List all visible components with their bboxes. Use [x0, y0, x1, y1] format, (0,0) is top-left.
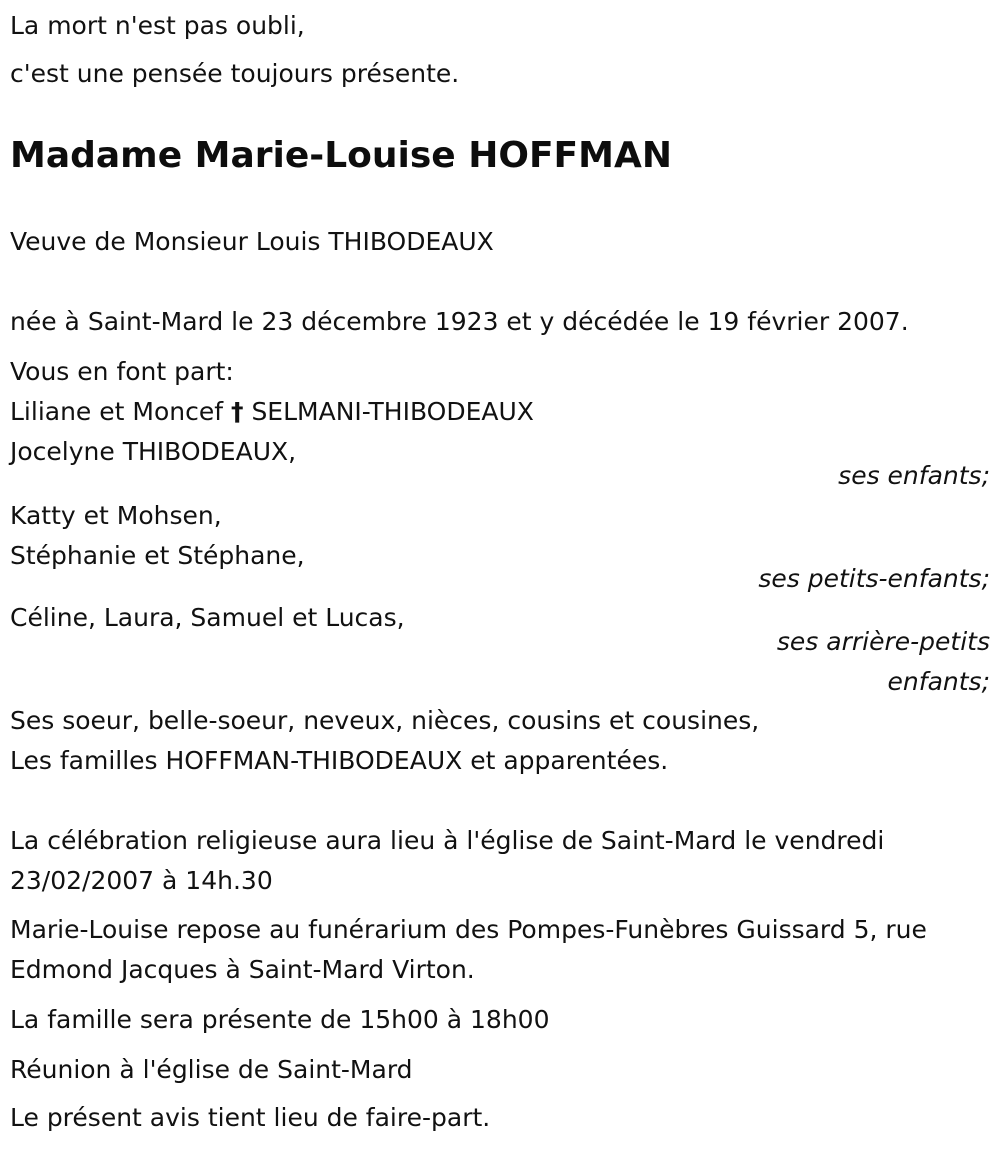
- epigraph-line-1: La mort n'est pas oubli,: [10, 11, 305, 40]
- children-names: Liliane et Moncef: [10, 397, 224, 426]
- announce-intro: Vous en font part:: [10, 357, 234, 386]
- great-grandchildren-role-1: ses arrière-petits: [776, 627, 990, 656]
- epigraph-line-2: c'est une pensée toujours présente.: [10, 59, 460, 88]
- children-line-1: [10, 392, 534, 432]
- grandchildren-role: ses petits-enfants;: [758, 564, 990, 593]
- rests-line-1: Marie-Louise repose au funérarium des Pompes-Funèbres Guissard 5, rue: [10, 915, 927, 944]
- grandchildren-line-2: Stéphanie et Stéphane,: [10, 541, 305, 570]
- family-presence: La famille sera présente de 15h00 à 18h00: [10, 1005, 550, 1034]
- notice-statement: Le présent avis tient lieu de faire-part.: [10, 1103, 491, 1132]
- children-surname: SELMANI-THIBODEAUX: [251, 397, 534, 426]
- grandchildren-line-1: Katty et Mohsen,: [10, 501, 222, 530]
- deceased-name: Madame Marie-Louise HOFFMAN: [10, 135, 672, 176]
- meeting-place: Réunion à l'église de Saint-Mard: [10, 1055, 413, 1084]
- ceremony-line-2: 23/02/2007 à 14h.30: [10, 866, 273, 895]
- widow-of: Veuve de Monsieur Louis THIBODEAUX: [10, 227, 494, 256]
- great-grandchildren-role-2: enfants;: [887, 667, 990, 696]
- cross-icon: †: [230, 397, 244, 426]
- children-role: ses enfants;: [838, 461, 990, 490]
- rests-line-2: Edmond Jacques à Saint-Mard Virton.: [10, 955, 475, 984]
- children-line-2: Jocelyne THIBODEAUX,: [10, 437, 297, 466]
- birth-death: née à Saint-Mard le 23 décembre 1923 et y décédée le 19 février 2007.: [10, 307, 909, 336]
- extended-family-line-1: Ses soeur, belle-soeur, neveux, nièces, cousins et cousines,: [10, 706, 760, 735]
- great-grandchildren-line: Céline, Laura, Samuel et Lucas,: [10, 603, 405, 632]
- extended-family-line-2: Les familles HOFFMAN-THIBODEAUX et apparentées.: [10, 746, 669, 775]
- ceremony-line-1: La célébration religieuse aura lieu à l'église de Saint-Mard le vendredi: [10, 826, 885, 855]
